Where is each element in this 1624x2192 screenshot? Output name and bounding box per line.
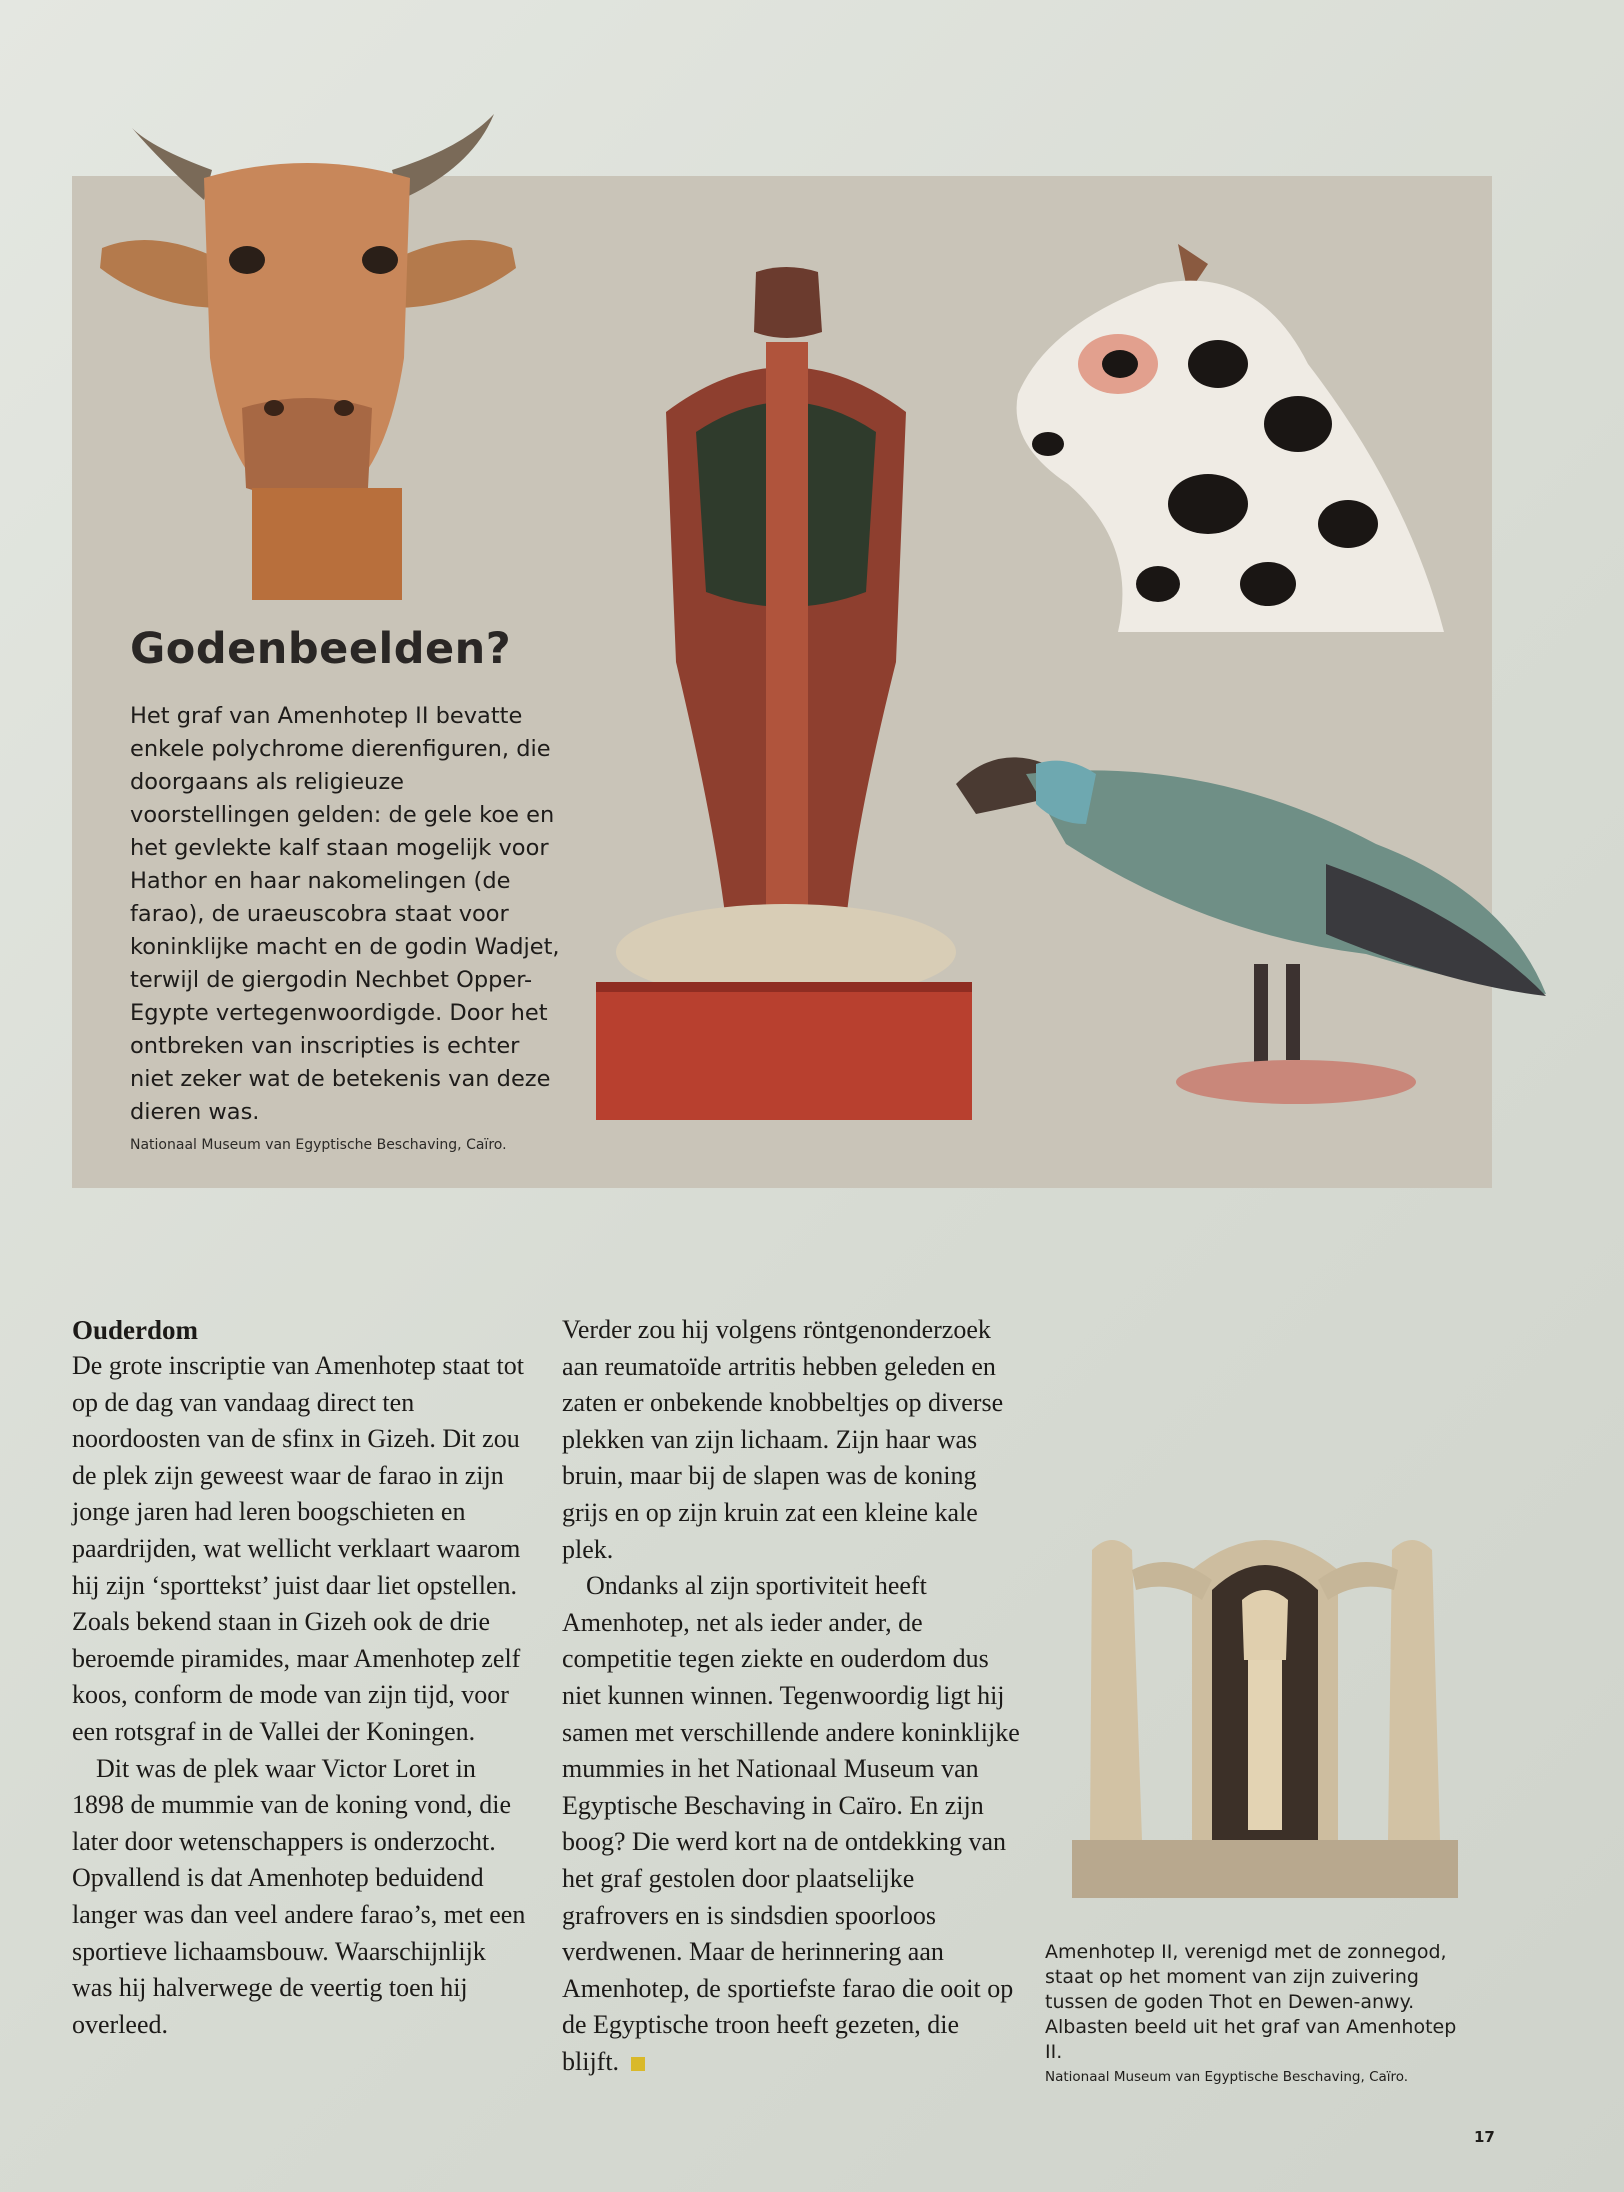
page-number: 17	[1474, 2128, 1495, 2146]
feature-text	[130, 700, 560, 1155]
statue-caption	[1045, 1940, 1475, 2087]
vulture-figure	[946, 734, 1550, 1114]
article-paragraph: Verder zou hij volgens röntgenonderzoek aan reumatoïde artritis hebben geleden en zaten er onbekende knobbeltjes op diverse plekken van zijn lichaam. Zijn haar was bruin, maar bij de slapen was de koning grijs en op zijn kruin zat een kleine kale plek.	[562, 1315, 1004, 1564]
article-column-1	[72, 1312, 527, 2043]
cow-head-figure	[92, 108, 524, 604]
article-paragraph: Dit was de plek waar Victor Loret in 1898 de mummie van de koning vond, die later door wetenschappers is onderzocht. Opvallend is dat Amenhotep beduidend langer was dan veel andere farao’s, met een sportieve lichaamsbouw. Waarschijnlijk was hij halverwege de veertig toen hij overleed.	[72, 1753, 526, 2039]
article-column-2	[562, 1312, 1022, 2080]
article-paragraph: De grote inscriptie van Amenhotep staat tot op de dag van vandaag direct ten noordoosten van de sfinx in Gizeh. Dit zou de plek zijn geweest waar de farao in zijn jonge jaren had leren boogschieten en paardrijden, wat wellicht verklaart waarom hij zijn ‘sporttekst’ juist daar liet opstellen. Zoals bekend staan in Gizeh ook de drie beroemde piramides, maar Amenhotep zelf koos, conform de mode van zijn tijd, voor een rotsgraf in de Vallei der Koningen.	[72, 1351, 524, 1746]
section-heading: Ouderdom	[72, 1315, 199, 1345]
feature-title: Godenbeelden?	[130, 624, 512, 674]
feature-body: Het graf van Amenhotep II bevatte enkele polychrome dierenfiguren, die doorgaans als religieuze voorstellingen gelden: de gele koe en het gevlekte kalf staan mogelijk voor Hathor en haar nakomelingen (de farao), de uraeuscobra staat voor koninklijke macht en de godin Wadjet, terwijl de giergodin Nechbet Opper-Egypte vertegenwoordigde. Door het ontbreken van inscripties is echter niet zeker wat de betekenis van deze dieren was.	[130, 703, 560, 1125]
alabaster-statue-image	[1072, 1510, 1458, 1900]
end-of-article-mark	[631, 2057, 645, 2071]
article-paragraph	[562, 1568, 1022, 2080]
article-paragraph-text: Ondanks al zijn sportiviteit heeft Amenhotep, net als ieder ander, de competitie tegen ziekte en ouderdom dus niet kunnen winnen. Tegenwoordig ligt hij samen met verschillende andere koninklijke mummies in het Nationaal Museum van Egyptische Beschaving in Caïro. En zijn boog? Die werd kort na de ontdekking van het graf gestolen door plaatselijke grafrovers en is sindsdien spoorloos verdwenen. Maar de herinnering aan Amenhotep, de sportiefste farao die ooit op de Egyptische troon heeft gezeten, die blijft.	[562, 1571, 1020, 2076]
statue-caption-credit: Nationaal Museum van Egyptische Beschaving, Caïro.	[1045, 2069, 1409, 2085]
feature-credit: Nationaal Museum van Egyptische Beschaving, Caïro.	[130, 1137, 507, 1153]
spotted-calf-figure	[1008, 244, 1448, 640]
uraeus-cobra-figure	[596, 262, 976, 1124]
statue-caption-text: Amenhotep II, verenigd met de zonnegod, staat op het moment van zijn zuivering tussen de goden Thot en Dewen-anwy. Albasten beeld uit het graf van Amenhotep II.	[1045, 1941, 1457, 2063]
